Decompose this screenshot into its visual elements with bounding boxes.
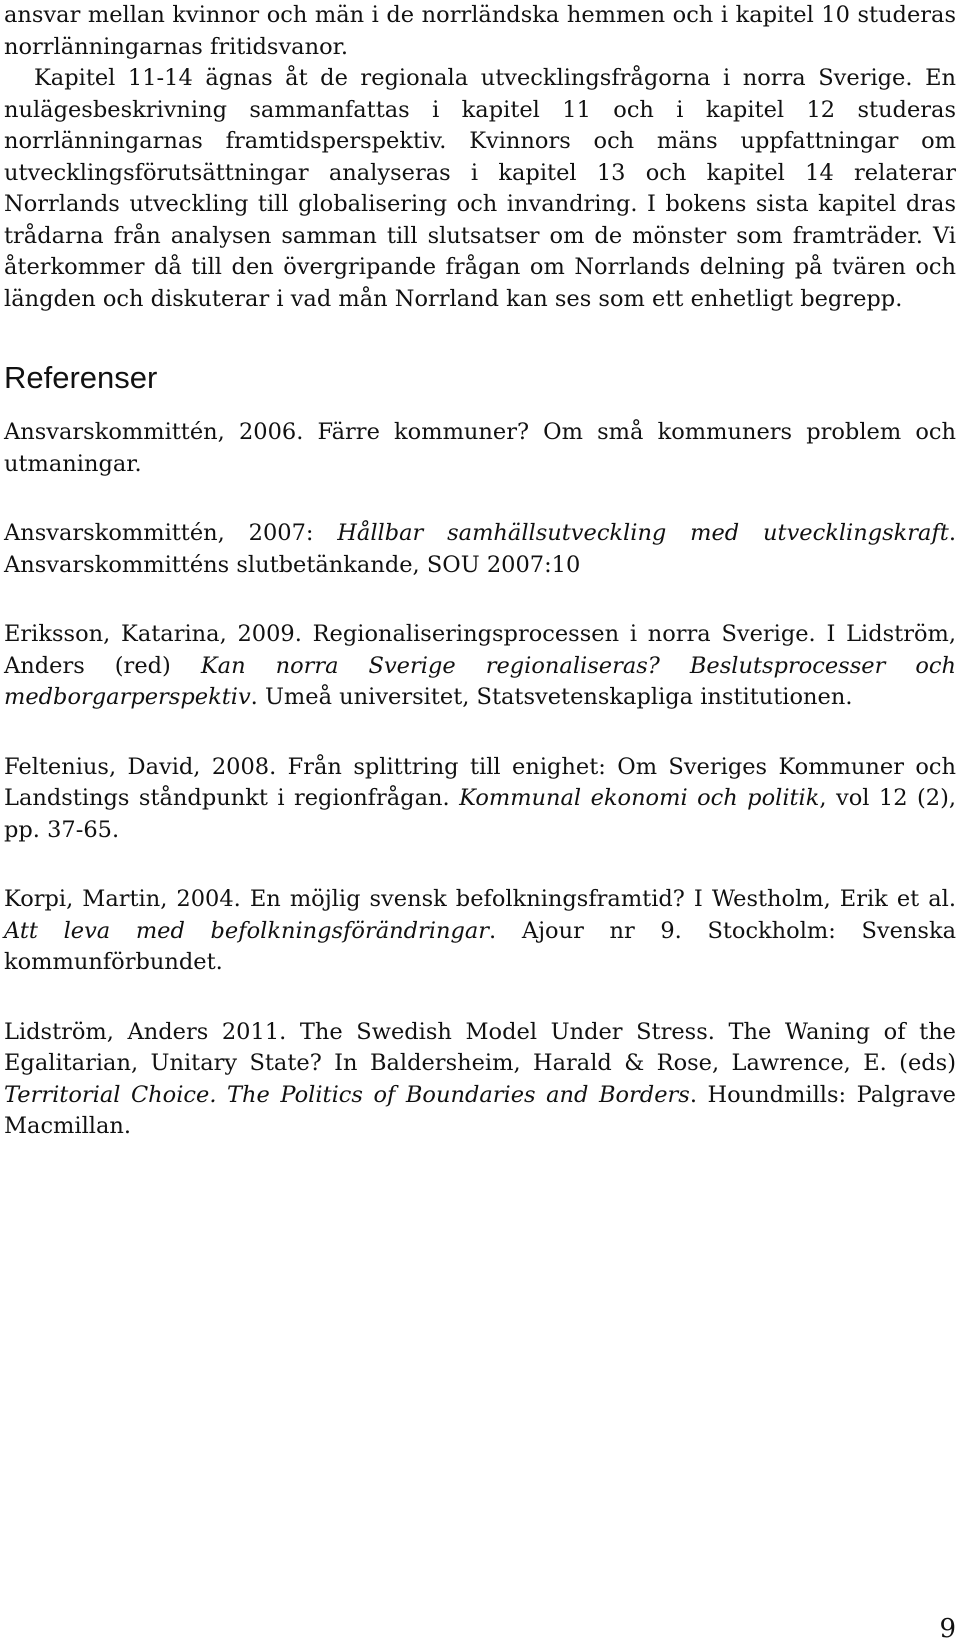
- reference-text: . Ajour nr 9. Stockholm: Svenska kommunförbundet.: [4, 917, 956, 975]
- reference-title: Kommunal ekonomi och politik: [459, 785, 820, 811]
- reference-text: Eriksson, Katarina, 2009. Regionaliseringsprocessen i norra Sverige. I Lidström, Anders (red): [4, 621, 956, 679]
- reference-item: [4, 619, 956, 714]
- reference-text: Korpi, Martin, 2004. En möjlig svensk befolkningsframtid? I Westholm, Erik et al.: [4, 886, 956, 912]
- reference-text: , vol 12 (2), pp. 37-65.: [4, 785, 957, 843]
- reference-text: . Umeå universitet, Statsvetenskapliga institutionen.: [250, 684, 853, 710]
- intro-text: [4, 0, 956, 315]
- reference-item: [4, 1017, 956, 1143]
- paragraph-continued: ansvar mellan kvinnor och män i de norrländska hemmen och i kapitel 10 studeras norrlänningarnas fritidsvanor.: [4, 2, 956, 60]
- reference-text: Ansvarskommittén, 2007:: [4, 520, 338, 546]
- reference-text: . Ansvarskommitténs slutbetänkande, SOU 2007:10: [4, 520, 956, 578]
- reference-text: Feltenius, David, 2008. Från splittring till enighet: Om Sveriges Kommuner och Landstings ståndpunkt i regionfrågan.: [4, 753, 956, 811]
- reference-title: Kan norra Sverige regionaliseras? Beslutsprocesser och medborgarperspektiv: [4, 652, 956, 710]
- reference-text: Lidström, Anders 2011. The Swedish Model Under Stress. The Waning of the Egalitarian, Unitary State? In Baldersheim, Harald & Rose, Lawrence, E. (eds): [4, 1018, 956, 1076]
- reference-list: [4, 417, 956, 1143]
- reference-title: Territorial Choice. The Politics of Boundaries and Borders: [4, 1081, 690, 1108]
- page-number: 9: [939, 1614, 956, 1644]
- reference-title: Att leva med befolkningsförändringar: [4, 917, 490, 944]
- references-heading: Referenser: [4, 360, 158, 395]
- document-page: [4, 0, 956, 1143]
- reference-title: Hållbar samhällsutveckling med utvecklingskraft: [337, 520, 949, 546]
- reference-text: . Houndmills: Palgrave Macmillan.: [4, 1081, 956, 1139]
- reference-item: [4, 884, 956, 979]
- reference-item: [4, 752, 956, 847]
- reference-text: Ansvarskommittén, 2006. Färre kommuner? Om små kommuners problem och utmaningar.: [4, 419, 956, 477]
- paragraph-chapters: Kapitel 11-14 ägnas åt de regionala utvecklingsfrågorna i norra Sverige. En nulägesbeskrivning sammanfattas i kapitel 11 och i kapitel 12 studeras norrlänningarnas framtidsperspektiv. Kvinnors och mäns uppfattningar om utvecklingsförutsättningar analyseras i kapitel 13 och kapitel 14 relaterar Norrlands utveckling till globalisering och invandring. I bokens sista kapitel dras trådarna från analysen samman till slutsatser om de mönster som framträder. Vi återkommer då till den övergripande frågan om Norrlands delning på tvären och längden och diskuterar i vad mån Norrland kan ses som ett enhetligt begrepp.: [4, 65, 956, 312]
- reference-item: [4, 518, 956, 581]
- reference-item: [4, 417, 956, 480]
